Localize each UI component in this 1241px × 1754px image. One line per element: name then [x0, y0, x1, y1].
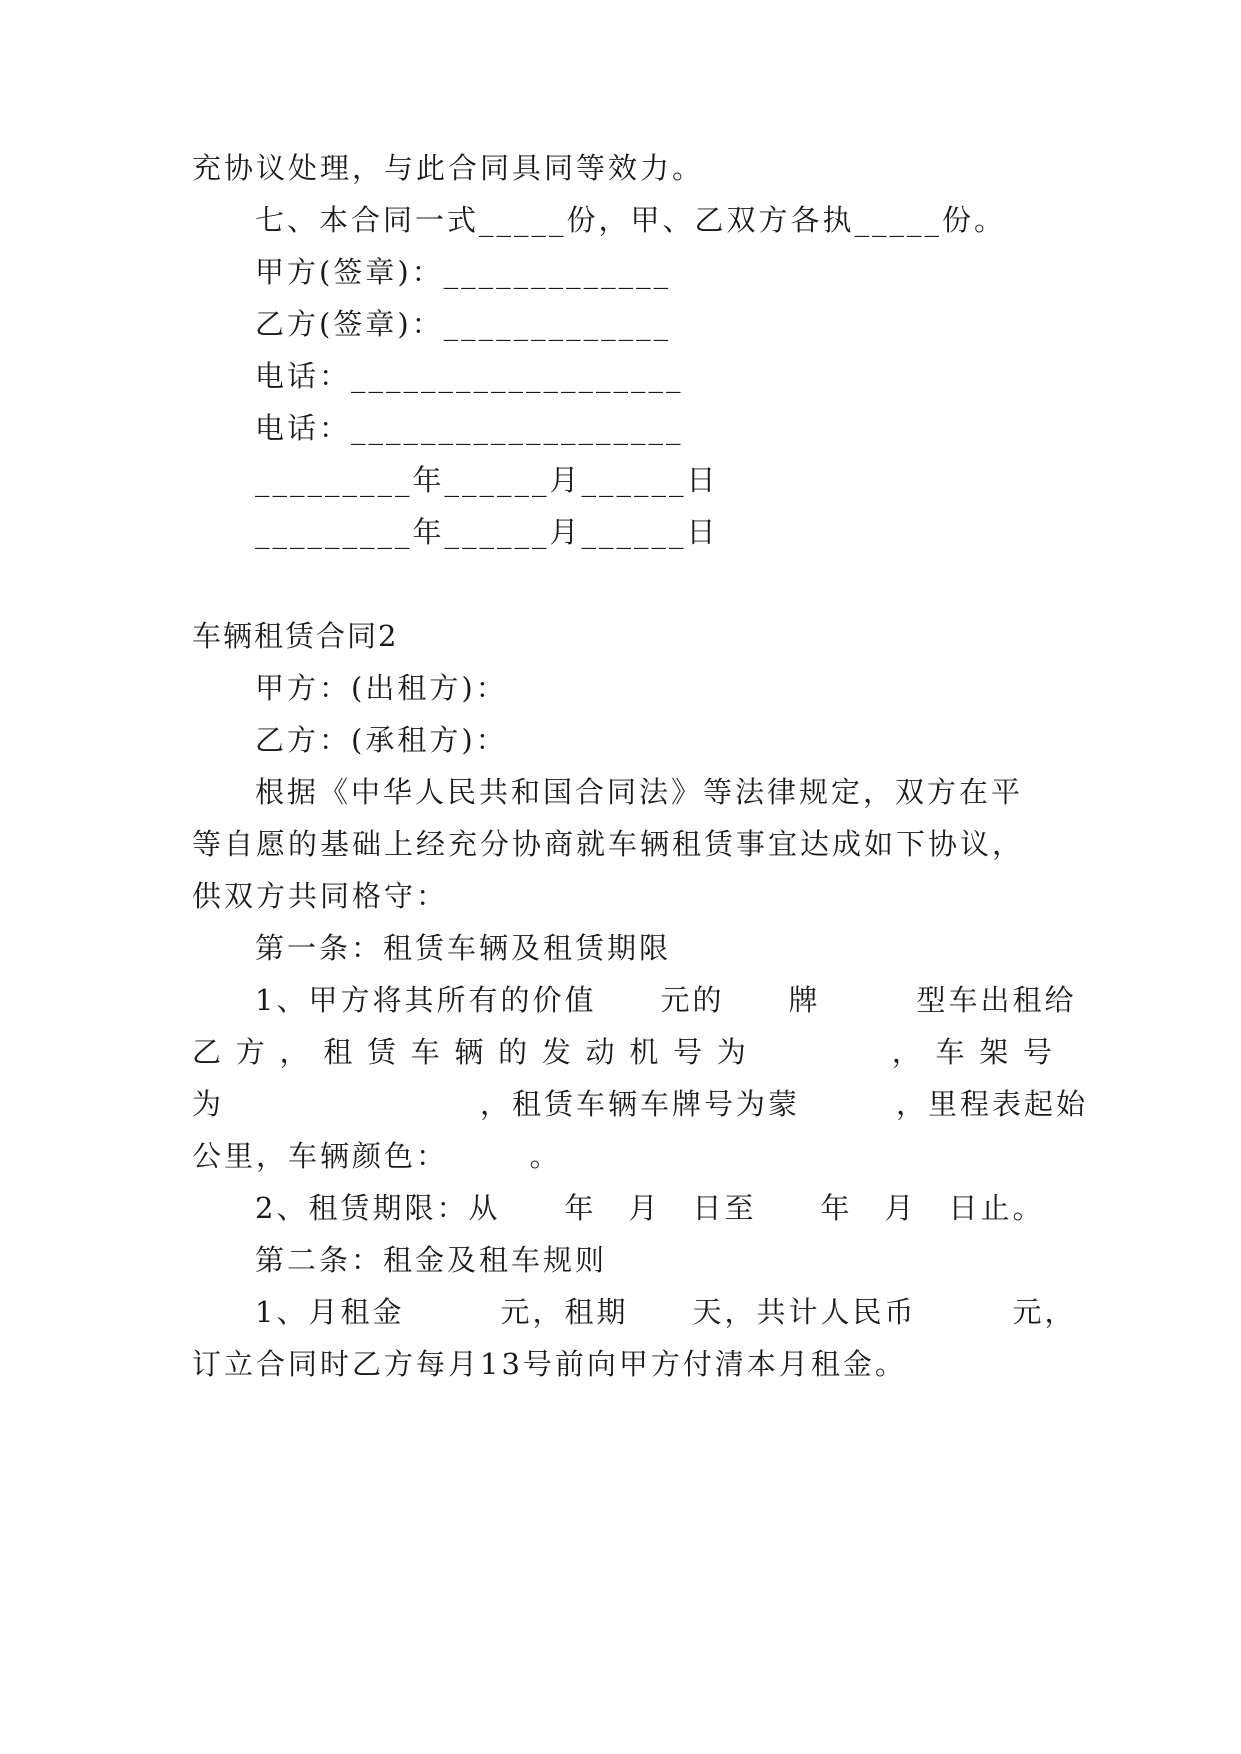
text-char [848, 1032, 877, 1072]
text-char [804, 1032, 833, 1072]
text-char: 方 [235, 1035, 265, 1069]
text-line: 根据《中华人民共和国合同法》等法律规定，双方在平 [255, 775, 1024, 809]
text-char: ， [279, 1035, 309, 1069]
text-char [761, 1032, 790, 1072]
text-char: 号 [1022, 1035, 1052, 1069]
text-char: 号 [673, 1035, 703, 1069]
text-char: 机 [629, 1035, 659, 1069]
text-char: 架 [979, 1035, 1009, 1069]
text-line: 1、月租金 元，租期 天，共计人民币 元， [255, 1295, 1077, 1329]
text-char: 赁 [366, 1035, 396, 1069]
text-char: 车 [410, 1035, 440, 1069]
text-line: 2、租赁期限：从 年 月 日至 年 月 日止。 [255, 1191, 1045, 1225]
text-line: 公里，车辆颜色： 。 [192, 1139, 562, 1173]
text-line: 1、甲方将其所有的价值 元的 牌 型车出租给 [255, 983, 1077, 1017]
justified-text-line [192, 1032, 1052, 1072]
text-char: 为 [716, 1035, 746, 1069]
text-char: 车 [935, 1035, 965, 1069]
text-line: 供双方共同格守： [192, 879, 449, 913]
signature-line-party-b: 乙方(签章)：_____________ [255, 307, 672, 341]
article-heading: 第一条：租赁车辆及租赁期限 [255, 931, 672, 965]
text-line: 订立合同时乙方每月13号前向甲方付清本月租金。 [192, 1347, 907, 1381]
text-char: 乙 [192, 1035, 222, 1069]
text-char: ， [891, 1035, 921, 1069]
party-a-line: 甲方：(出租方)： [255, 671, 508, 705]
date-line: _________年______月______日 [255, 463, 719, 497]
section-title: 车辆租赁合同2 [192, 619, 399, 653]
text-line: 为 ，租赁车辆车牌号为蒙 ，里程表起始 [192, 1087, 1089, 1121]
text-line: 七、本合同一式_____份，甲、乙双方各执_____份。 [255, 203, 1007, 237]
text-char: 动 [585, 1035, 615, 1069]
text-line: 等自愿的基础上经充分协商就车辆租赁事宜达成如下协议， [192, 827, 1025, 861]
signature-line-party-a: 甲方(签章)：_____________ [255, 255, 672, 289]
text-line: 充协议处理，与此合同具同等效力。 [192, 151, 705, 185]
text-char: 辆 [454, 1035, 484, 1069]
phone-line: 电话：___________________ [255, 359, 684, 393]
date-line: _________年______月______日 [255, 515, 719, 549]
article-heading: 第二条：租金及租车规则 [255, 1243, 608, 1277]
text-char: 的 [498, 1035, 528, 1069]
text-char: 发 [541, 1035, 571, 1069]
text-char: 租 [323, 1035, 353, 1069]
phone-line: 电话：___________________ [255, 411, 684, 445]
party-b-line: 乙方：(承租方)： [255, 723, 508, 757]
